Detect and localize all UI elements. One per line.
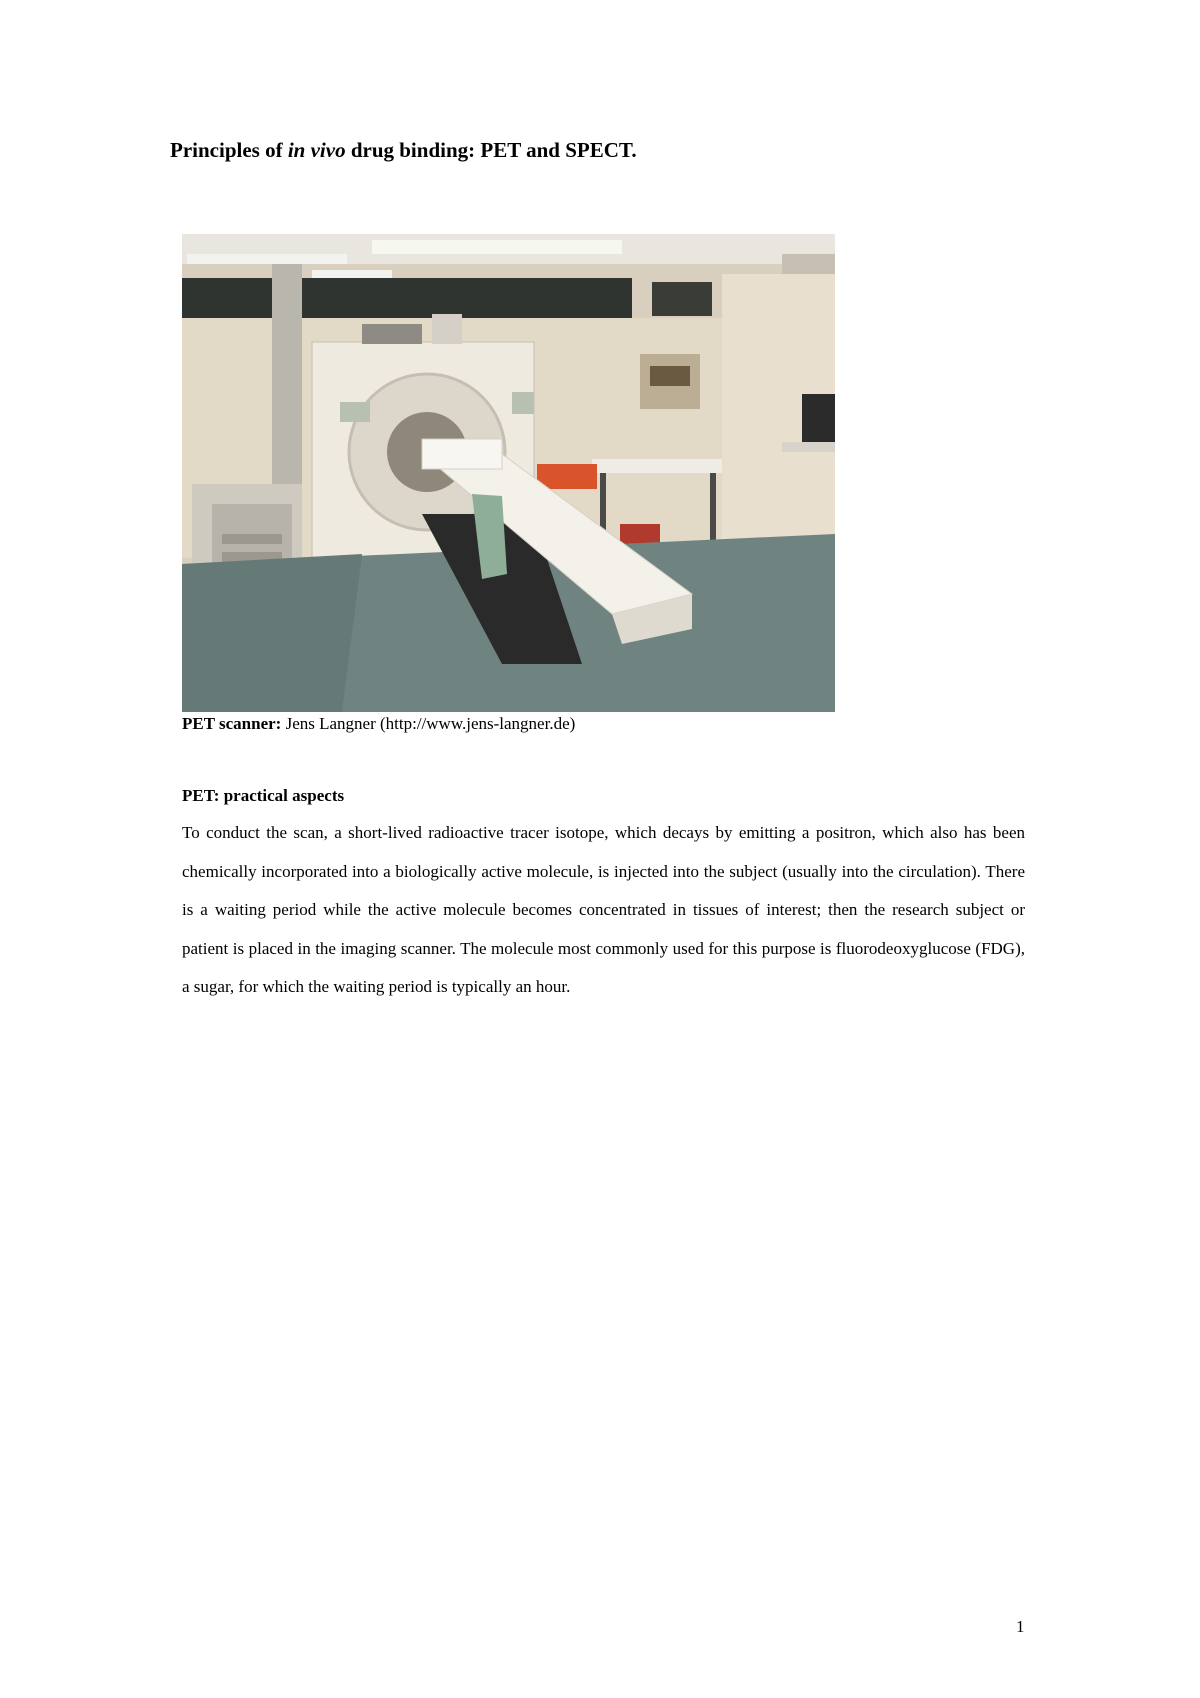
page-number: 1 [1016,1617,1025,1636]
title-italic: in vivo [287,138,346,162]
figure-caption [182,714,575,734]
section-paragraph: To conduct the scan, a short-lived radioactive tracer isotope, which decays by emitting a positron, which also has been chemically incorporated into a biologically active molecule, is injected into the subject (usually into the circulation). There is a waiting period while the active molecule becomes concentrated in tissues of interest; then the research subject or patient is placed in the imaging scanner. The molecule most commonly used for this purpose is fluorodeoxyglucose (FDG), a sugar, for which the waiting period is typically an hour. [182,823,1025,997]
caption-text: Jens Langner (http://www.jens-langner.de) [281,714,576,733]
section-heading: PET: practical aspects [182,786,345,805]
caption-label: PET scanner: [182,714,282,733]
document-title [170,138,637,163]
title-part-2: drug binding: PET and SPECT. [345,138,637,162]
pet-scanner-photo [182,234,835,712]
title-part-1: Principles of [170,138,288,162]
